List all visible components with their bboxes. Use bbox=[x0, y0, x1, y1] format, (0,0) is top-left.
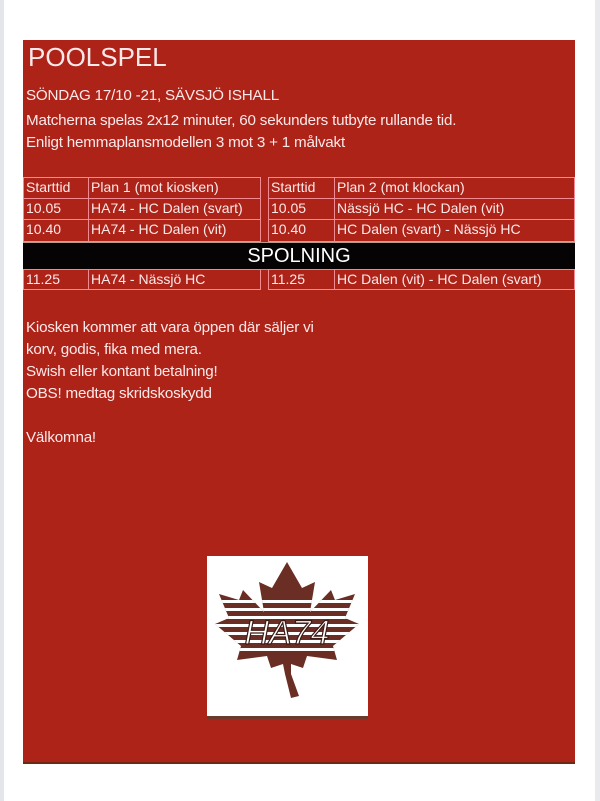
poster-title: POOLSPEL bbox=[28, 42, 167, 72]
rules-line-1: Matcherna spelas 2x12 minuter, 60 sekunders tutbyte rullande tid. bbox=[26, 112, 457, 129]
date-line: SÖNDAG 17/10 -21, SÄVSJÖ ISHALL bbox=[26, 87, 279, 104]
info-line-2: korv, godis, fika med mera. bbox=[26, 341, 202, 358]
plan1-row2-match: HA74 - HC Dalen (vit) bbox=[88, 219, 261, 242]
break-bar: SPOLNING bbox=[23, 242, 575, 270]
info-line-4: OBS! medtag skridskoskydd bbox=[26, 385, 212, 402]
plan2-row1-match: Nässjö HC - HC Dalen (vit) bbox=[334, 198, 575, 220]
plan1-time-header: Starttid bbox=[23, 177, 89, 199]
plan2-row2-match: HC Dalen (svart) - Nässjö HC bbox=[334, 219, 575, 242]
logo-text: HA74 bbox=[244, 614, 330, 652]
info-line-3: Swish eller kontant betalning! bbox=[26, 363, 218, 380]
ha74-logo bbox=[207, 556, 368, 719]
plan2-row3-time: 11.25 bbox=[268, 269, 335, 290]
plan2-time-header: Starttid bbox=[268, 177, 335, 199]
rules-line-2: Enligt hemmaplansmodellen 3 mot 3 + 1 målvakt bbox=[26, 134, 345, 151]
plan1-header: Plan 1 (mot kiosken) bbox=[88, 177, 261, 199]
schedule-table bbox=[23, 177, 575, 290]
info-line-1: Kiosken kommer att vara öppen där säljer vi bbox=[26, 319, 314, 336]
welcome-text: Välkomna! bbox=[26, 429, 96, 446]
page-left-edge bbox=[0, 0, 4, 801]
plan1-row1-match: HA74 - HC Dalen (svart) bbox=[88, 198, 261, 220]
page-scrollbar[interactable] bbox=[595, 0, 600, 801]
plan1-row2-time: 10.40 bbox=[23, 219, 89, 242]
plan1-row3-match: HA74 - Nässjö HC bbox=[88, 269, 261, 290]
plan1-row1-time: 10.05 bbox=[23, 198, 89, 220]
plan2-row1-time: 10.05 bbox=[268, 198, 335, 220]
poster-panel bbox=[23, 40, 575, 764]
plan2-header: Plan 2 (mot klockan) bbox=[334, 177, 575, 199]
plan2-row2-time: 10.40 bbox=[268, 219, 335, 242]
maple-leaf-icon bbox=[207, 556, 368, 716]
plan1-row3-time: 11.25 bbox=[23, 269, 89, 290]
plan2-row3-match: HC Dalen (vit) - HC Dalen (svart) bbox=[334, 269, 575, 290]
